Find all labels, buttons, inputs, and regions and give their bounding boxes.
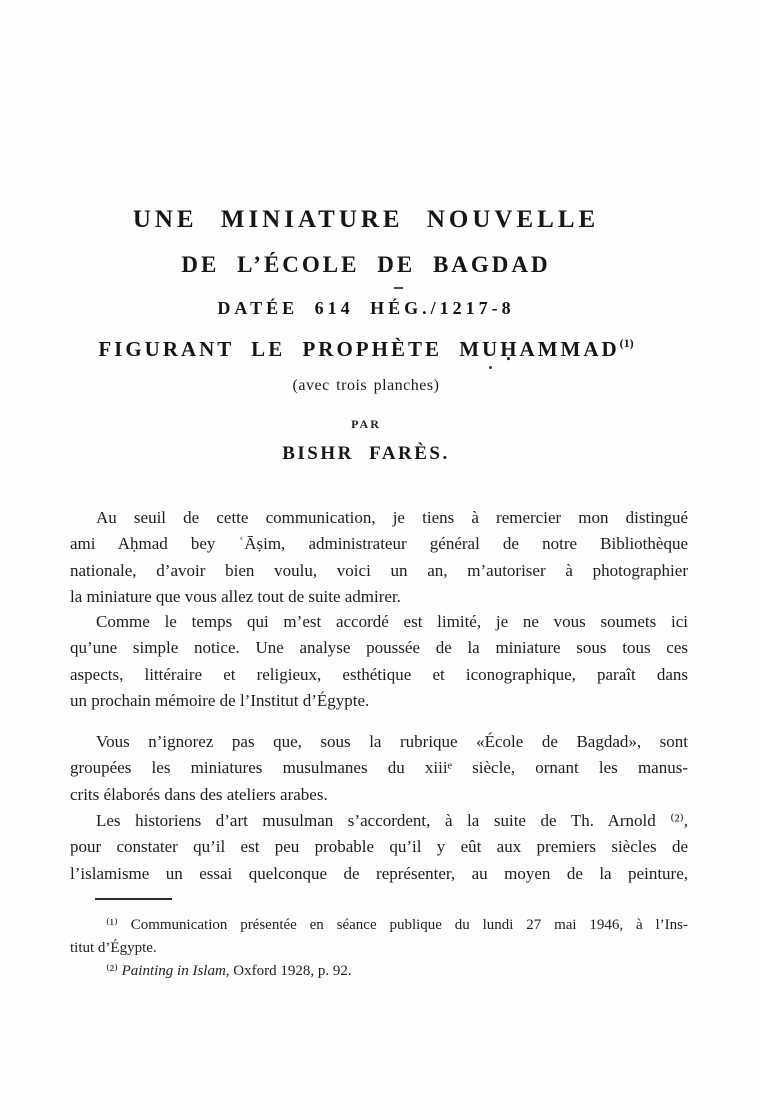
text-line: Les historiens d’art musulman s’accordent, à la suite de Th. Arnold ⁽²⁾, [96,811,688,830]
footnote-1-line-1: ⁽¹⁾ Communication présentée en séance publique du lundi 27 mai 1946, à l’Ins- [106,917,688,933]
paragraph-2 [70,609,688,714]
text-line: la miniature que vous allez tout de suite admirer. [70,586,401,606]
footnote-2-marker: ⁽²⁾ [106,963,122,979]
paragraph-1 [70,505,688,610]
footnote-2 [70,960,688,983]
title-footnote-ref-1: (1) [619,336,634,350]
scan-artifact-dot [489,366,492,369]
title-line-1: UNE MINIATURE NOUVELLE [132,206,600,233]
text-line: crits élaborés dans des ateliers arabes. [70,784,328,804]
text-line: Comme le temps qui m’est accordé est limité, je ne vous soumets ici [96,612,688,631]
byline-par: PAR [351,417,381,431]
text-line: Au seuil de cette communication, je tiens à remercier mon distingué [96,508,688,527]
text-line: nationale, d’avoir bien voulu, voici un an, m’autoriser à photographier [70,560,688,580]
paragraph-3 [70,729,688,808]
subtitle-planches: (avec trois planches) [292,377,440,394]
title-line-4 [56,337,676,360]
scan-artifact-dash [394,287,403,289]
footnote-2-rest: , Oxford 1928, p. 92. [225,963,352,979]
text-line: ami Aḥmad bey ʿĀṣim, administrateur général de notre Bibliothèque [70,534,688,554]
title-line-3: DATÉE 614 HÉG./1217-8 [217,298,515,318]
title-line-4-text: FIGURANT LE PROPHÈTE MUḤAMMAD [98,337,620,361]
text-line: aspects, littéraire et religieux, esthétique et iconographique, paraît dans [70,664,688,684]
text-line: l’islamisme un essai quelconque de représenter, au moyen de la peinture, [70,863,688,883]
footnotes-block [70,914,688,983]
text-line: Vous n’ignorez pas que, sous la rubrique «École de Bagdad», sont [96,732,688,751]
title-line-2: DE L’ÉCOLE DE BAGDAD [181,252,551,277]
text-line: qu’une simple notice. Une analyse poussée de la miniature sous tous ces [70,638,688,658]
footnote-divider [95,898,172,900]
footnote-2-italic-title: Painting in Islam [121,963,226,979]
text-line: un prochain mémoire de l’Institut d’Égypte. [70,690,370,710]
text-line: groupées les miniatures musulmanes du xiiiᵉ siècle, ornant les manus- [70,758,688,778]
text-line: pour constater qu’il est peu probable qu’il y eût aux premiers siècles de [70,837,688,857]
author-name: BISHR FARÈS. [282,443,450,464]
paragraph-4 [70,808,688,887]
footnote-1-line-2: titut d’Égypte. [70,940,157,956]
